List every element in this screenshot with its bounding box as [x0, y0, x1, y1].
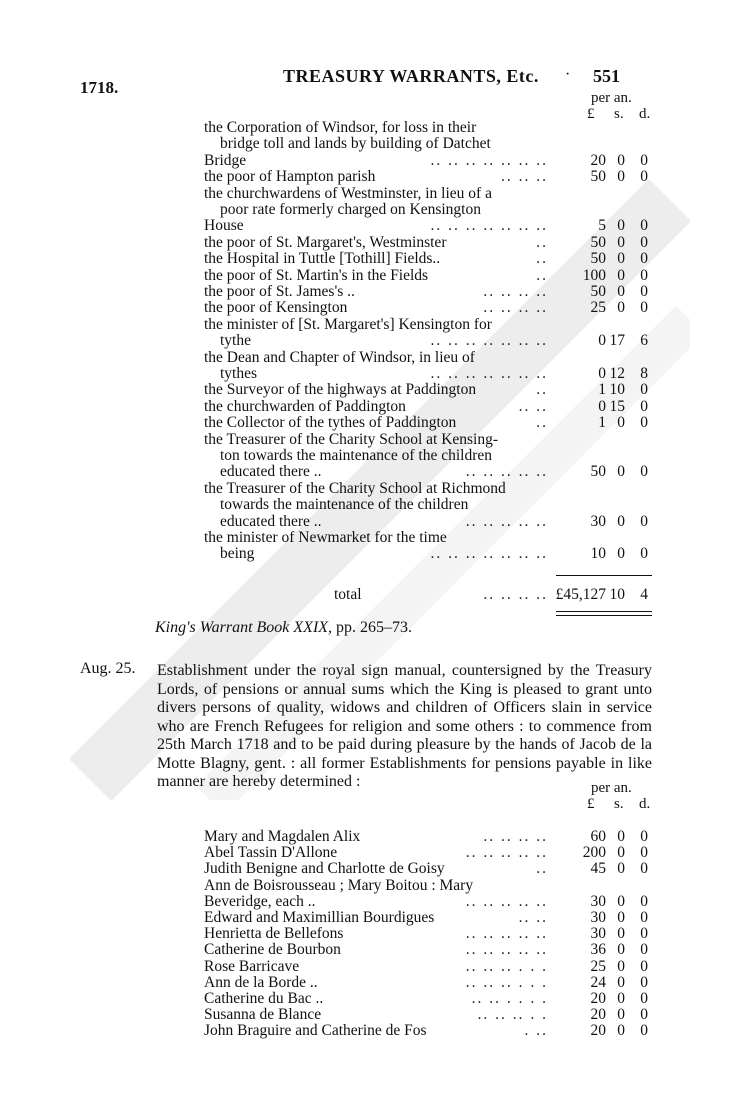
running-title: TREASURY WARRANTS, Etc. — [283, 66, 539, 86]
list-row — [0, 545, 730, 562]
amount-pounds: 100 — [582, 266, 606, 284]
entry-text: the poor of Kensington — [204, 299, 348, 317]
amount-pence: 0 — [640, 828, 648, 845]
entry-text: the poor of St. James's .. — [204, 283, 355, 300]
entry-text: educated there .. — [220, 463, 322, 481]
list-row — [0, 925, 730, 942]
amount-pence: 0 — [640, 957, 648, 975]
list-row — [0, 217, 730, 234]
amount-shillings: 0 — [617, 860, 625, 878]
amount-pounds: 20 — [590, 1006, 606, 1024]
amount-shillings: 17 — [609, 332, 625, 350]
entry-text: Susanna de Blance — [204, 1006, 322, 1024]
entry-text: Ann de la Borde .. — [204, 973, 318, 991]
entry-text: the Collector of the tythes of Paddington — [204, 414, 457, 432]
total-row — [0, 586, 730, 603]
entry-text: Catherine du Bac .. — [204, 990, 324, 1007]
header-mark: · — [565, 66, 571, 83]
dot-leader: .. .. .. . . . — [465, 957, 548, 975]
amount-pounds: 0 — [598, 332, 606, 350]
shillings-header-2: s. — [614, 796, 624, 812]
amount-pence: 0 — [640, 283, 648, 300]
per-annum-header-2: per an. — [591, 780, 632, 796]
amount-shillings: 0 — [617, 925, 625, 943]
list-row — [0, 941, 730, 958]
entry-text: the Corporation of Windsor, for loss in their — [204, 119, 477, 136]
amount-pence: 0 — [640, 545, 648, 563]
amount-pence: 0 — [640, 973, 648, 991]
list-row — [0, 381, 730, 398]
list-row — [0, 860, 730, 877]
amount-pounds: 30 — [590, 512, 606, 530]
dot-leader: .. .. — [518, 909, 548, 926]
dot-leader: .. .. . . . . — [471, 990, 548, 1007]
entry-text: Abel Tassin D'Allone — [204, 844, 338, 862]
entry-paragraph: Establishment under the royal sign manual, countersigned by the Treasury Lords, of pensions or annual sums which the King is pleased to grant unto divers persons of quality, widows and children of Officers slain in service who are French Refugees for religion and some others : to commence from 25th March 1718 and to be paid during pleasure by the hands of Jacob de la Motte Blagny, gent. : all former Establishments for pensions payable in like manner are hereby determined : — [157, 662, 652, 790]
dot-leader: .. .. — [518, 397, 548, 415]
list-row — [0, 513, 730, 530]
amount-pounds: 1 — [598, 381, 606, 399]
amount-shillings: 0 — [617, 828, 625, 845]
list-row — [0, 893, 730, 910]
amount-pence: 0 — [640, 1022, 648, 1040]
amount-pounds: 30 — [590, 892, 606, 910]
dot-leader: .. .. .. .. .. — [465, 463, 548, 481]
dot-leader: .. .. .. .. .. — [465, 941, 548, 959]
list-row — [0, 480, 730, 497]
total-rule-bottom-2 — [556, 615, 652, 616]
list-row — [0, 349, 730, 366]
entry-date: Aug. 25. — [80, 660, 136, 677]
list-row — [0, 431, 730, 448]
amount-pence: 0 — [640, 414, 648, 432]
entry-text: the Surveyor of the highways at Paddington — [204, 381, 477, 399]
page-number: 551 — [593, 66, 620, 86]
list-row — [0, 398, 730, 415]
entry-text: the poor of Hampton parish — [204, 168, 376, 186]
pence-header: d. — [639, 106, 651, 122]
dot-leader: .. .. .. .. .. — [465, 925, 548, 943]
amount-shillings: 0 — [617, 973, 625, 991]
amount-pounds: 60 — [590, 828, 606, 845]
entry-text: Edward and Maximillian Bourdigues — [204, 909, 435, 926]
list-row — [0, 119, 730, 136]
entry-text: House — [204, 217, 244, 235]
amount-pounds: 45 — [590, 860, 606, 878]
amount-pounds: 50 — [590, 250, 606, 268]
dot-leader: .. .. .. .. — [483, 299, 548, 317]
amount-pence: 0 — [640, 909, 648, 926]
source-reference — [155, 619, 412, 637]
list-row — [0, 234, 730, 251]
entry-text: the churchwardens of Westminster, in lieu of a — [204, 184, 492, 202]
entry-text: towards the maintenance of the children — [220, 496, 469, 514]
amount-pence: 0 — [640, 463, 648, 481]
dot-leader: .. — [536, 414, 548, 432]
entry-text: the minister of Newmarket for the time — [204, 529, 447, 546]
amount-pounds: 0 — [598, 397, 606, 415]
entry-text: Judith Benigne and Charlotte de Goisy — [204, 860, 445, 878]
dot-leader: .. — [536, 250, 548, 268]
list-row — [0, 250, 730, 267]
amount-pounds: 10 — [590, 545, 606, 563]
entry-text: Henrietta de Bellefons — [204, 925, 344, 943]
amount-pence: 0 — [640, 151, 648, 169]
dot-leader: .. .. .. . . . — [465, 973, 548, 991]
total-shillings: 10 — [609, 586, 625, 603]
dot-leader: .. .. .. .. .. .. .. — [430, 332, 548, 350]
list-row — [0, 168, 730, 185]
amount-shillings: 0 — [617, 217, 625, 235]
list-row — [0, 365, 730, 382]
entry-text: Bridge — [204, 151, 247, 169]
list-row — [0, 316, 730, 333]
amount-pounds: 25 — [590, 957, 606, 975]
total-leader: .. .. .. .. — [483, 586, 548, 603]
entry-text: bridge toll and lands by building of Datchet — [220, 135, 491, 153]
amount-shillings: 0 — [617, 168, 625, 186]
list-row — [0, 1006, 730, 1023]
amount-shillings: 12 — [609, 365, 625, 382]
list-row — [0, 877, 730, 894]
entry-text: Ann de Boisrousseau ; Mary Boitou : Mary — [204, 876, 474, 894]
list-row — [0, 1022, 730, 1039]
dot-leader: .. .. .. .. .. .. .. — [430, 545, 548, 563]
list-row — [0, 283, 730, 300]
list-row — [0, 152, 730, 169]
dot-leader: .. .. .. .. .. .. .. — [430, 217, 548, 235]
amount-pence: 0 — [640, 217, 648, 235]
amount-pence: 0 — [640, 1006, 648, 1024]
amount-pence: 0 — [640, 381, 648, 399]
list-row — [0, 909, 730, 926]
amount-pence: 0 — [640, 512, 648, 530]
entry-text: Mary and Magdalen Alix — [204, 828, 361, 845]
entry-text: Catherine de Bourbon — [204, 941, 341, 959]
total-rule-top — [556, 575, 652, 576]
amount-pounds: 30 — [590, 925, 606, 943]
amount-pence: 0 — [640, 233, 648, 251]
amount-pence: 0 — [640, 941, 648, 959]
per-annum-header: per an. — [591, 90, 632, 106]
entry-text: the poor of St. Martin's in the Fields — [204, 266, 429, 284]
total-rule-bottom-1 — [556, 611, 652, 612]
dot-leader: .. .. .. . . — [477, 1006, 548, 1024]
amount-pence: 8 — [640, 365, 648, 382]
entry-text: ton towards the maintenance of the children — [220, 447, 493, 464]
list-row — [0, 990, 730, 1007]
list-row — [0, 828, 730, 845]
amount-pounds: 50 — [590, 463, 606, 481]
list-row — [0, 844, 730, 861]
list-row — [0, 529, 730, 546]
amount-shillings: 0 — [617, 463, 625, 481]
amount-pence: 0 — [640, 266, 648, 284]
entry-text: being — [220, 545, 255, 563]
amount-shillings: 0 — [617, 844, 625, 862]
amount-pounds: 50 — [590, 233, 606, 251]
dot-leader: .. .. .. .. .. .. .. — [430, 365, 548, 382]
amount-shillings: 0 — [617, 909, 625, 926]
entry-text: John Braguire and Catherine de Fos — [204, 1022, 427, 1040]
amount-shillings: 0 — [617, 283, 625, 300]
dot-leader: .. — [536, 233, 548, 251]
amount-pounds: 36 — [590, 941, 606, 959]
amount-pounds: 20 — [590, 1022, 606, 1040]
running-year: 1718. — [80, 78, 119, 97]
amount-shillings: 10 — [609, 381, 625, 399]
amount-pounds: 0 — [598, 365, 606, 382]
entry-text: Beveridge, each .. — [204, 892, 316, 910]
dot-leader: .. — [536, 381, 548, 399]
amount-shillings: 0 — [617, 414, 625, 432]
dot-leader: .. .. .. .. .. — [465, 512, 548, 530]
amount-shillings: 0 — [617, 1022, 625, 1040]
amount-shillings: 0 — [617, 266, 625, 284]
pounds-header-2: £ — [587, 796, 595, 812]
amount-pence: 0 — [640, 299, 648, 317]
pounds-header: £ — [587, 106, 595, 122]
list-row — [0, 447, 730, 464]
entry-text: the poor of St. Margaret's, Westminster — [204, 233, 447, 251]
amount-pounds: 200 — [582, 844, 606, 862]
amount-pence: 0 — [640, 397, 648, 415]
amount-shillings: 0 — [617, 233, 625, 251]
amount-shillings: 0 — [617, 1006, 625, 1024]
amount-pence: 6 — [640, 332, 648, 350]
amount-pounds: 50 — [590, 168, 606, 186]
dot-leader: .. .. .. .. .. — [465, 844, 548, 862]
dot-leader: .. — [536, 266, 548, 284]
list-row — [0, 496, 730, 513]
list-row — [0, 185, 730, 202]
amount-shillings: 0 — [617, 250, 625, 268]
pence-header-2: d. — [639, 796, 651, 812]
amount-pounds: 20 — [590, 990, 606, 1007]
dot-leader: .. .. .. .. — [483, 828, 548, 845]
amount-pence: 0 — [640, 892, 648, 910]
entry-text: educated there .. — [220, 512, 322, 530]
amount-pounds: 30 — [590, 909, 606, 926]
entry-text: Rose Barricave — [204, 957, 300, 975]
amount-pence: 0 — [640, 844, 648, 862]
shillings-header: s. — [614, 106, 624, 122]
amount-pence: 0 — [640, 925, 648, 943]
reference-pages: pp. 265–73. — [336, 619, 413, 636]
amount-shillings: 0 — [617, 151, 625, 169]
amount-pence: 0 — [640, 250, 648, 268]
dot-leader: .. .. .. .. — [483, 283, 548, 300]
list-row — [0, 974, 730, 991]
amount-pounds: 20 — [590, 151, 606, 169]
dot-leader: .. .. .. .. .. .. .. — [430, 151, 548, 169]
amount-shillings: 0 — [617, 941, 625, 959]
amount-pence: 0 — [640, 990, 648, 1007]
amount-shillings: 0 — [617, 892, 625, 910]
list-row — [0, 299, 730, 316]
dot-leader: .. — [536, 860, 548, 878]
amount-pence: 0 — [640, 168, 648, 186]
entry-text: the Treasurer of the Charity School at Kensing- — [204, 430, 499, 448]
list-row — [0, 463, 730, 480]
list-row — [0, 958, 730, 975]
amount-shillings: 0 — [617, 990, 625, 1007]
entry-text: the Treasurer of the Charity School at Richmond — [204, 479, 506, 497]
entry-text: the minister of [St. Margaret's] Kensington for — [204, 315, 492, 333]
entry-text: the churchwarden of Paddington — [204, 397, 406, 415]
amount-shillings: 0 — [617, 957, 625, 975]
amount-pence: 0 — [640, 860, 648, 878]
list-row — [0, 267, 730, 284]
entry-text: tythe — [220, 332, 251, 350]
amount-shillings: 0 — [617, 512, 625, 530]
reference-book: King's Warrant Book XXIX, — [155, 619, 333, 636]
amount-pounds: 5 — [598, 217, 606, 235]
entry-text: tythes — [220, 365, 258, 382]
entry-text: the Hospital in Tuttle [Tothill] Fields.. — [204, 250, 441, 268]
amount-pounds: 24 — [590, 973, 606, 991]
dot-leader: .. .. .. .. .. — [465, 892, 548, 910]
amount-shillings: 0 — [617, 299, 625, 317]
list-row — [0, 414, 730, 431]
entry-text: the Dean and Chapter of Windsor, in lieu of — [204, 348, 475, 366]
dot-leader: .. .. .. — [501, 168, 548, 186]
list-row — [0, 135, 730, 152]
amount-pounds: 25 — [590, 299, 606, 317]
dot-leader: . .. — [524, 1022, 548, 1040]
amount-pounds: 1 — [598, 414, 606, 432]
total-pence: 4 — [640, 586, 648, 603]
total-label: total — [334, 586, 362, 603]
amount-pounds: 50 — [590, 283, 606, 300]
list-row — [0, 201, 730, 218]
amount-shillings: 15 — [609, 397, 625, 415]
amount-shillings: 0 — [617, 545, 625, 563]
list-row — [0, 332, 730, 349]
total-pounds: £45,127 — [555, 586, 606, 603]
entry-text: poor rate formerly charged on Kensington — [220, 201, 481, 218]
